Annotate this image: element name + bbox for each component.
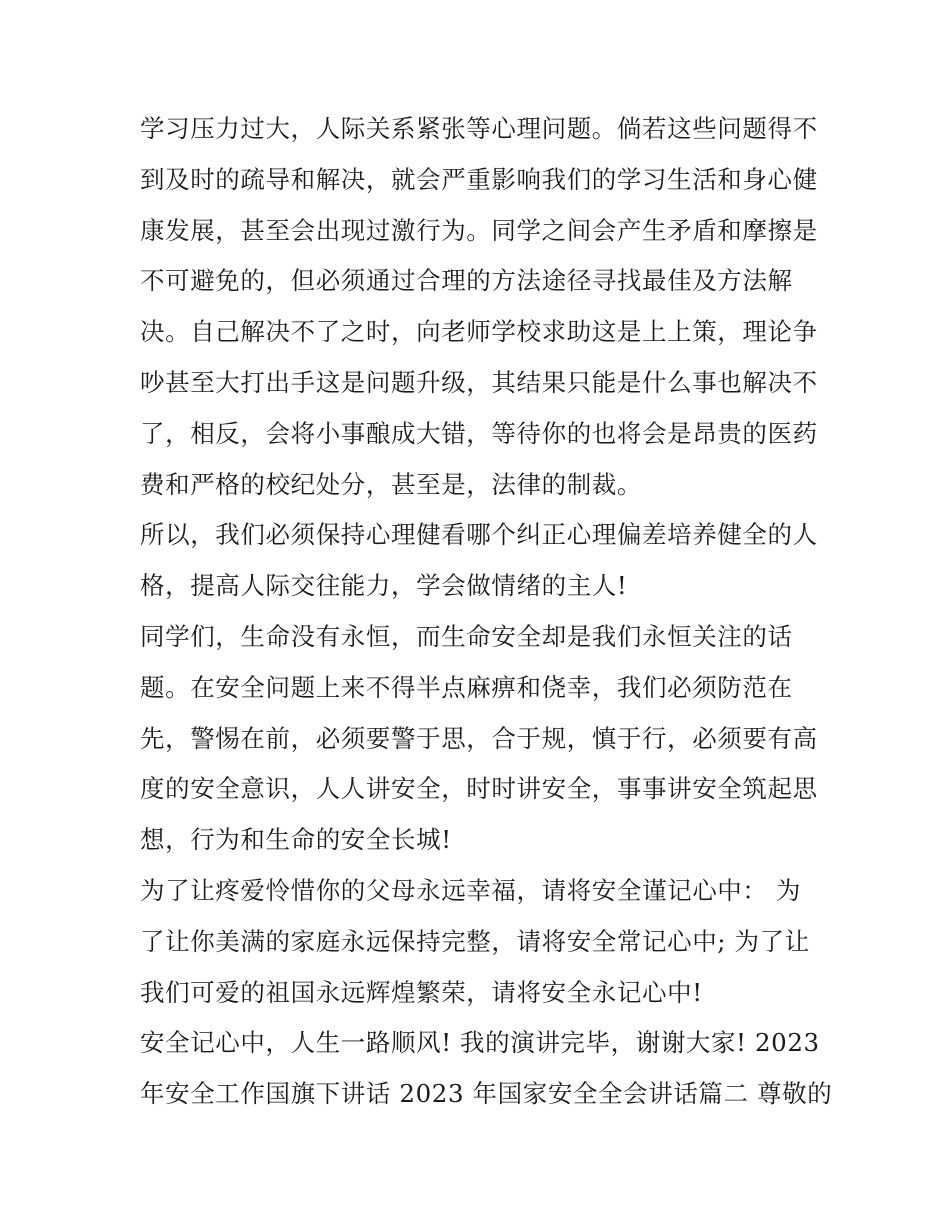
text-line: 年安全工作国旗下讲话 2023 年国家安全全会讲话篇二 尊敬的 xyxy=(140,1079,833,1109)
text-line: 到及时的疏导和解决，就会严重影响我们的学习生活和身心健 xyxy=(140,164,818,194)
text-line: 吵甚至大打出手这是问题升级，其结果只能是什么事也解决不 xyxy=(140,367,818,397)
text-line: 我们可爱的祖国永远辉煌繁荣，请将安全永记心中! xyxy=(140,977,703,1007)
text-line: 度的安全意识，人人讲安全，时时讲安全，事事讲安全筑起思 xyxy=(140,774,818,804)
text-line: 了让你美满的家庭永远保持完整，请将安全常记心中; 为了让 xyxy=(140,926,810,956)
text-line: 先，警惕在前，必须要警于思，合于规，慎于行，必须要有高 xyxy=(140,723,818,753)
text-line: 不可避免的，但必须通过合理的方法途径寻找最佳及方法解 xyxy=(140,266,793,296)
document-body xyxy=(140,104,840,1120)
text-line: 安全记心中，人生一路顺风! 我的演讲完毕，谢谢大家! 2023 xyxy=(140,1028,820,1058)
text-line: 同学们，生命没有永恒，而生命安全却是我们永恒关注的话 xyxy=(140,621,793,651)
text-line: 所以，我们必须保持心理健看哪个纠正心理偏差培养健全的人 xyxy=(140,520,818,550)
text-line: 费和严格的校纪处分，甚至是，法律的制裁。 xyxy=(140,469,642,499)
text-line: 了，相反，会将小事酿成大错，等待你的也将会是昂贵的医药 xyxy=(140,418,818,448)
text-line: 格，提高人际交往能力，学会做情绪的主人! xyxy=(140,571,628,601)
text-line: 决。自己解决不了之时，向老师学校求助这是上上策，理论争 xyxy=(140,317,818,347)
text-line: 为了让疼爱怜惜你的父母永远幸福，请将安全谨记心中： 为 xyxy=(140,875,801,905)
text-line: 想，行为和生命的安全长城! xyxy=(140,825,452,855)
text-line: 学习压力过大，人际关系紧张等心理问题。倘若这些问题得不 xyxy=(140,114,818,143)
text-line: 题。在安全问题上来不得半点麻痹和侥幸，我们必须防范在 xyxy=(140,672,793,702)
text-line: 康发展，甚至会出现过激行为。同学之间会产生矛盾和摩擦是 xyxy=(140,215,818,245)
